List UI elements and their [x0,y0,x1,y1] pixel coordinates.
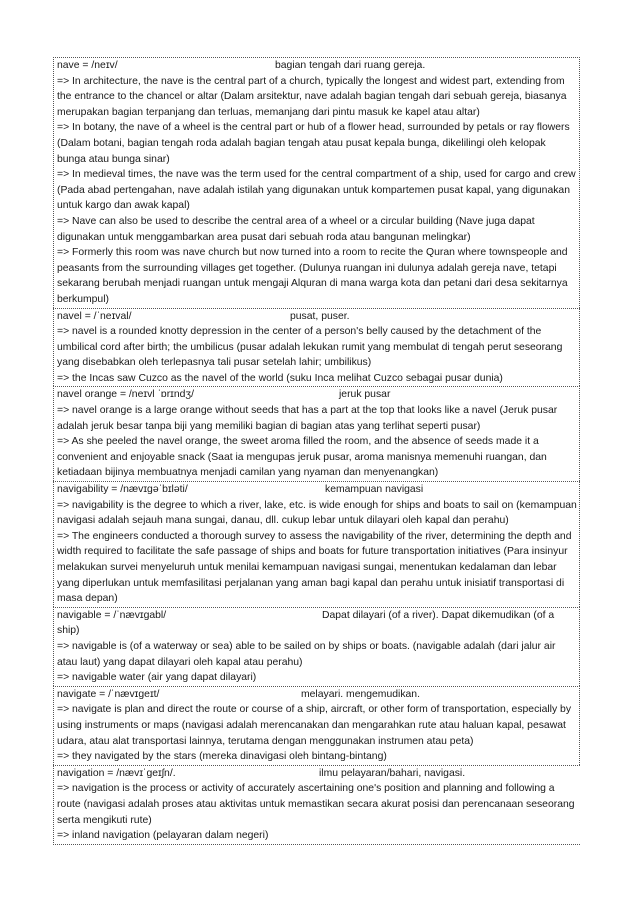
entry-nave [53,57,580,308]
entry-term: navigable = /ˈnævɪgabl/ [57,609,167,621]
entry-navel [53,308,580,387]
example-line: => Nave can also be used to describe the central area of a wheel or a circular building (Nave juga dapat digunakan untuk menggambarkan area pusat dari sebuah roda atau bangunan melingkar) [57,215,535,243]
entry-navigability [53,481,580,607]
entry-head [57,387,577,403]
entry-translation: Dapat dilayari (of a river). Dapat dikemudikan (of a ship) [57,609,555,637]
entry-head [57,482,577,498]
example-line: => As she peeled the navel orange, the sweet aroma filled the room, and the absence of seeds made it a convenient and enjoyable snack (Saat ia mengupas jeruk pusar, aroma manisnya memenuhi ruangan, dan ketiadaan bijinya membuatnya menjadi camilan yang nyaman dan menyenangkan) [57,436,547,479]
entry-head [57,766,578,782]
entry-head [57,608,577,639]
entry-term: navigation = /nævɪˈgeɪʃn/. [57,767,176,779]
entry-term: navel orange = /neɪvl ˈɒrɪndʒ/ [57,389,194,401]
example-line: => they navigated by the stars (mereka dinavigasi oleh bintang-bintang) [57,751,387,763]
entry-translation: ilmu pelayaran/bahari, navigasi. [319,767,466,779]
example-line: => navigation is the process or activity of accurately ascertaining one's position and planning and following a route (navigasi adalah proses atau aktivitas untuk memastikan secara akurat posisi dan perencanaan seseorang serta mengikuti rute) [57,783,575,826]
example-line: => In medieval times, the nave was the term used for the central compartment of a ship, used for cargo and crew (Pada abad pertengahan, nave adalah istilah yang digunakan untuk kompartemen pusat kapal, yang digunakan untuk kargo dan awak kapal) [57,169,576,212]
entry-translation: jeruk pusar [339,389,391,401]
example-line: => navel orange is a large orange without seeds that has a part at the top that looks like a navel (Jeruk pusar adalah jeruk besar tanpa biji yang memiliki bagian di bagian atas yang terlihat seperti pusar) [57,405,558,432]
example-line: => Formerly this room was nave church but now turned into a room to recite the Quran where townspeople and peasants from the surrounding villages get together. (Dulunya ruangan ini dulunya adalah gereja nave, tetapi sekarang berubah menjadi ruangan untuk mengaji Alquran di mana warga kota dan petani dari desa sekitarnya berkumpul) [57,247,568,305]
entry-translation: pusat, puser. [290,310,350,322]
example-line: => inland navigation (pelayaran dalam negeri) [57,830,269,842]
entry-term: navel = /ˈneɪval/ [57,310,132,322]
example-line: => navigate is plan and direct the route or course of a ship, aircraft, or other form of transportation, especially by using instruments or maps (navigasi adalah merencanakan dan mengarahkan rute atau haluan kapal, pesawat udara, atau alat transportasi lainnya, terutama dengan menggunakan instrumen atau peta) [57,704,572,747]
entry-navigable [53,607,580,686]
example-line: => the Incas saw Cuzco as the navel of the world (suku Inca melihat Cuzco sebagai pusar dunia) [57,372,503,384]
dictionary-page [53,57,580,845]
entry-translation: melayari. mengemudikan. [301,688,420,700]
entry-translation: kemampuan navigasi [325,484,424,496]
entry-navel-orange [53,386,580,481]
example-line: => In botany, the nave of a wheel is the central part or hub of a flower head, surrounded by petals or ray flowers (Dalam botani, bagian tengah roda adalah bagian tengah atau pusat kepala bunga, dikelilingi oleh kelopak bunga atau bunga sinar) [57,122,570,165]
entry-term: navigability = /nævɪgəˈbɪləti/ [57,484,188,496]
example-line: => navigable water (air yang dapat dilayari) [57,672,257,684]
example-line: => navigability is the degree to which a river, lake, etc. is wide enough for ships and boats to sail on (kemampuan navigasi adalah sejauh mana sungai, danau, dll. cukup lebar untuk dilayari oleh kapal dan perahu) [57,499,577,527]
entry-head [57,687,577,703]
entry-translation: bagian tengah dari ruang gereja. [275,60,426,71]
example-line: => navigable is (of a waterway or sea) able to be sailed on by ships or boats. (navigable adalah (dari jalur air atau laut) yang dapat dilayari oleh kapal atau perahu) [57,640,556,668]
entry-head [57,58,577,74]
entry-navigation [53,765,580,845]
entry-head [57,309,577,325]
example-line: => In architecture, the nave is the central part of a church, typically the longest and widest part, extending from the entrance to the chancel or altar (Dalam arsitektur, nave adalah bagian tengah dari sebuah gereja, biasanya merupakan bagian terpanjang dan terluas, memanjang dari pintu masuk ke kapel atau altar) [57,75,567,118]
entry-navigate [53,686,580,765]
entry-term: navigate = /ˈnævɪgeɪt/ [57,688,160,700]
example-line: => The engineers conducted a thorough survey to assess the navigability of the river, determining the depth and width required to facilitate the safe passage of ships and boats for future transportation initiatives (Para insinyur melakukan survei menyeluruh untuk menilai kemampuan navigasi sungai, menentukan kedalaman dan lebar yang diperlukan untuk memfasilitasi perjalanan yang aman bagi kapal dan perahu untuk inisiatif transportasi di masa depan) [57,530,572,605]
example-line: => navel is a rounded knotty depression in the center of a person's belly caused by the detachment of the umbilical cord after birth; the umbilicus (pusar adalah lekukan rumit yang membulat di tengah perut seseorang yang disebabkan oleh terlepasnya tali pusar setelah lahir; umbilikus) [57,326,563,369]
entry-term: nave = /neɪv/ [57,60,118,71]
